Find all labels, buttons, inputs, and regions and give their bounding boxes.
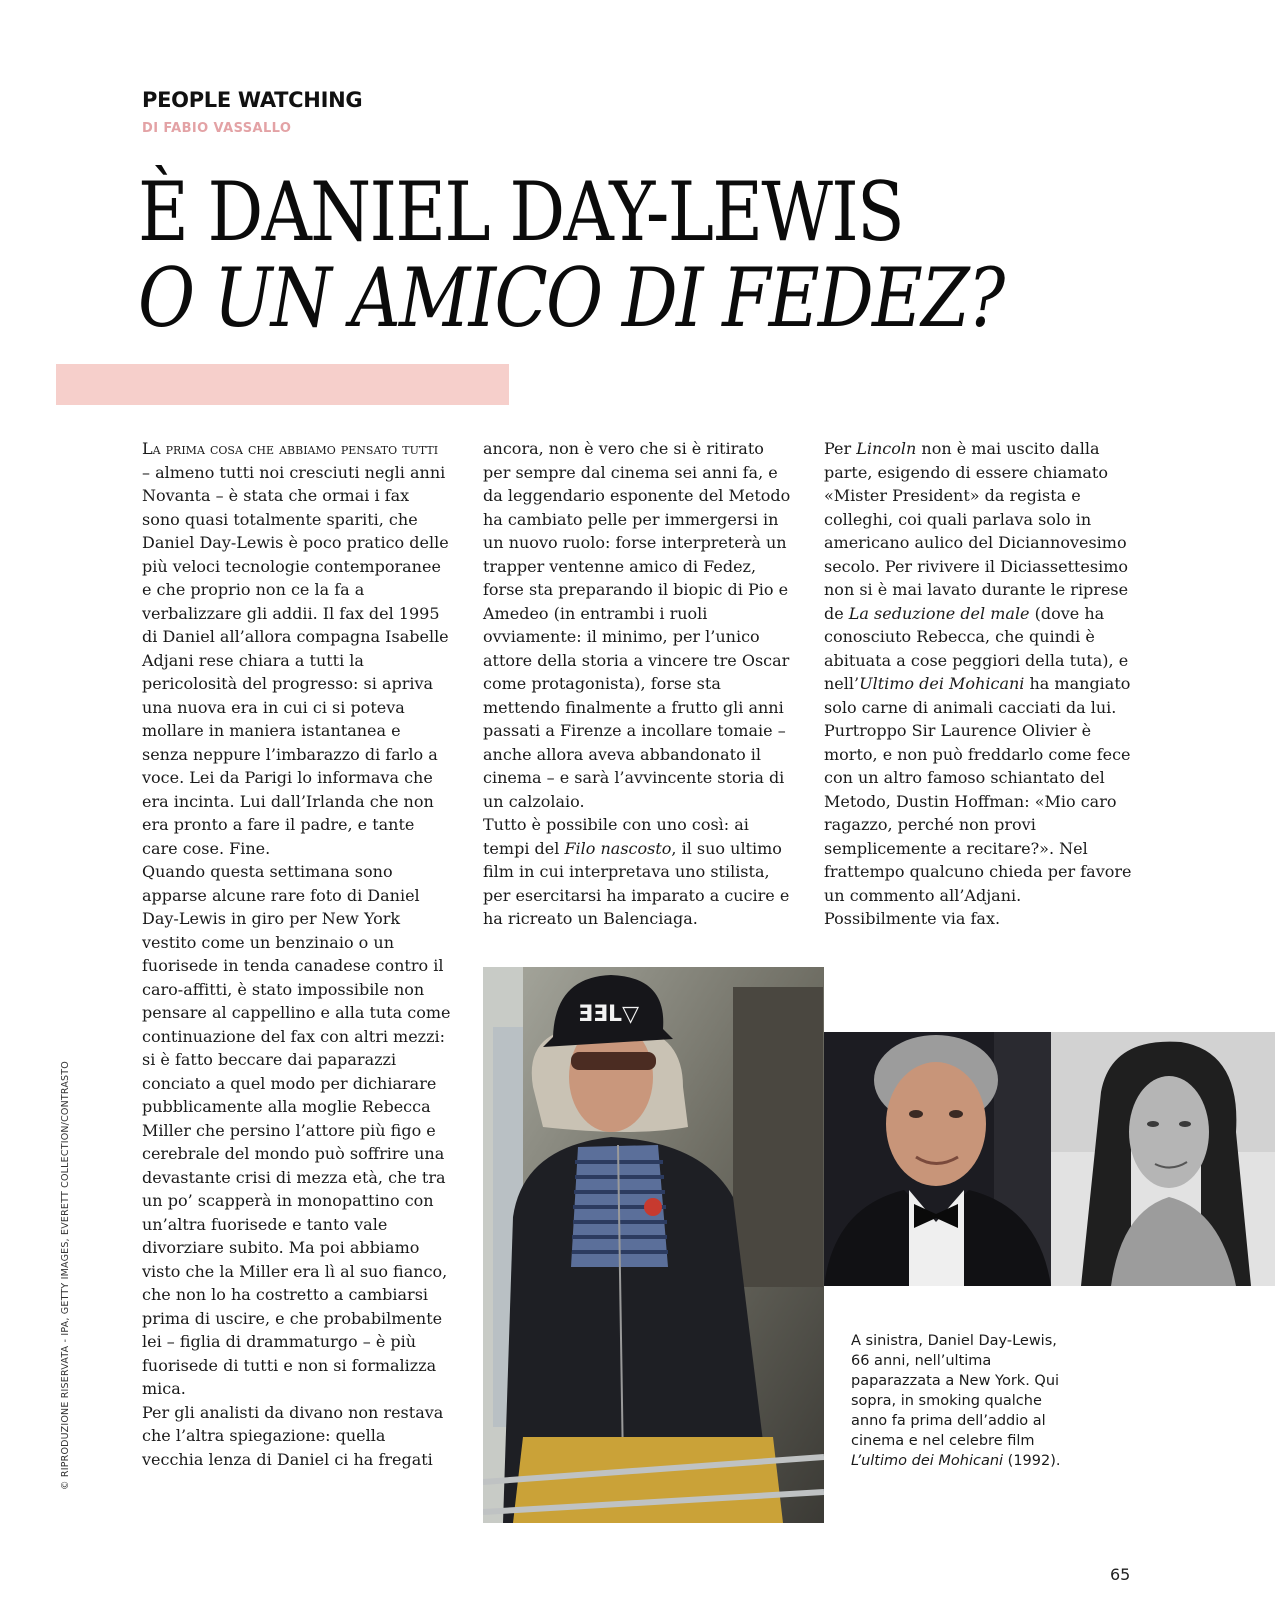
headline [138,166,1004,346]
page-number: 65 [1110,1565,1131,1584]
lead-in-smallcaps: La prima cosa che abbiamo pensato tutti [142,439,439,458]
paragraph-text: Per [824,439,857,458]
film-title: Lincoln [856,439,917,458]
photo-mohicans-illustration [1051,1032,1275,1286]
headline-line-2: O UN AMICO DI FEDEZ? [138,252,1004,346]
paragraph-text: non è mai uscito dalla parte, esigendo di essere chiamato «Mister President» da regista e colleghi, coi quali parlava solo in americano aulico del Diciannovesimo secolo. Per rivivere il Diciassettesimo non si è mai lavato durante le riprese de [824,439,1129,623]
caption-film-title: L’ultimo dei Mohicani [851,1453,1004,1469]
paragraph [824,437,1132,719]
section-label: PEOPLE WATCHING [142,88,363,112]
paragraph: ancora, non è vero che si è ritirato per sempre dal cinema sei anni fa, e da leggendario esponente del Metodo ha cambiato pelle per immergersi in un nuovo ruolo: forse interpreterà un trapper ventenne amico di Fedez, forse sta preparando il biopic di Pio e Amedeo (in entrambi i ruoli ovviamente: il minimo, per l’unico attore della storia a vincere tre Oscar come protagonista), forse sta mettendo finalmente a frutto gli anni passati a Firenze a incollare tomaie – anche allora aveva abbandonato il cinema – e sarà l’avvincente storia di un calzolaio. [483,439,791,811]
photo-mohicans-still [1051,1032,1275,1286]
paragraph-text: (dove ha conosciuto Rebecca, che quindi è abituata a cose peggiori della tuta), e nell’ [824,603,1129,693]
paragraph: Per gli analisti da divano non restava che l’altra spiegazione: quella vecchia lenza di Daniel ci ha fregati [142,1402,444,1469]
photo-street-paparazzi [483,967,824,1523]
paragraph [142,437,451,860]
film-title: Filo nascosto [564,838,672,858]
paragraph-text: ha mangiato solo carne di animali cacciati da lui. [824,674,1131,717]
paragraph [483,813,791,931]
paragraph: Quando questa settimana sono apparse alcune rare foto di Daniel Day-Lewis in giro per New York vestito come un benzinaio o un fuorisede in tenda canadese contro il caro-affitti, è stato impossibile non pensare al cappellino e alla tuta come continuazione del fax con altri mezzi: si è fatto beccare dai paparazzi conciato a quel modo per dichiarare pubblicamente alla moglie Rebecca Miller che persino l’attore più figo e cerebrale del mondo può soffrire una devastante crisi di mezza età, che tra un po’ scapperà in monopattino con un’altra fuorisede e tanto vale divorziare subito. Ma poi abbiamo visto che la Miller era lì al suo fianco, che non lo ha costretto a cambiarsi prima di uscire, e che probabilmente lei – figlia di drammaturgo – è più fuorisede di tutti e non si formalizza mica. [142,862,451,1398]
article-column-2 [483,437,791,931]
photo-street-illustration [483,967,824,1523]
decorative-pink-bar [56,364,509,405]
caption-text: A sinistra, Daniel Day-Lewis, 66 anni, nell’ultima paparazzata a New York. Qui sopra, in smoking qualche anno fa prima dell’addio al cinema e nel celebre film [851,1333,1060,1449]
cap-logo-text: ƎƎL▽ [578,1002,639,1027]
photo-tuxedo-illustration [824,1032,1051,1286]
paragraph-text: , il suo ultimo film in cui interpretava uno stilista, per esercitarsi ha imparato a cucire e ha ricreato un Balenciaga. [483,838,790,928]
byline: DI FABIO VASSALLO [142,121,292,136]
film-title: La seduzione del male [848,603,1030,623]
headline-line-1: È DANIEL DAY-LEWIS [138,166,904,260]
article-column-3 [824,437,1132,931]
paragraph-text: Tutto è possibile con uno così: ai tempi del [483,815,749,858]
photo-tuxedo-portrait [824,1032,1051,1286]
article-column-1 [142,437,451,1471]
photo-caption [851,1331,1065,1471]
photo-credit: © RIPRODUZIONE RISERVATA - IPA, GETTY IMAGES, EVERETT COLLECTION/CONTRASTO [60,1061,71,1490]
film-title: Ultimo dei Mohicani [859,674,1025,693]
caption-text: (1992). [1003,1453,1061,1469]
paragraph-text: – almeno tutti noi cresciuti negli anni Novanta – è stata che ormai i fax sono quasi totalmente spariti, che Daniel Day-Lewis è poco pratico delle più veloci tecnologie contemporanee e che proprio non ce la fa a verbalizzare gli addii. Il fax del 1995 di Daniel all’allora compagna Isabelle Adjani rese chiara a tutti la pericolosità del progresso: si apriva una nuova era in cui ci si poteva mollare in maniera istantanea e senza neppure l’imbarazzo di farlo a voce. Lei da Parigi lo informava che era incinta. Lui dall’Irlanda che non era pronto a fare il padre, e tante care cose. Fine. [142,462,449,858]
paragraph: Purtroppo Sir Laurence Olivier è morto, e non può freddarlo come fece con un altro famoso schiantato del Metodo, Dustin Hoffman: «Mio caro ragazzo, perché non provi semplicemente a recitare?». Nel frattempo qualcuno chieda per favore un commento all’Adjani. Possibilmente via fax. [824,721,1132,928]
